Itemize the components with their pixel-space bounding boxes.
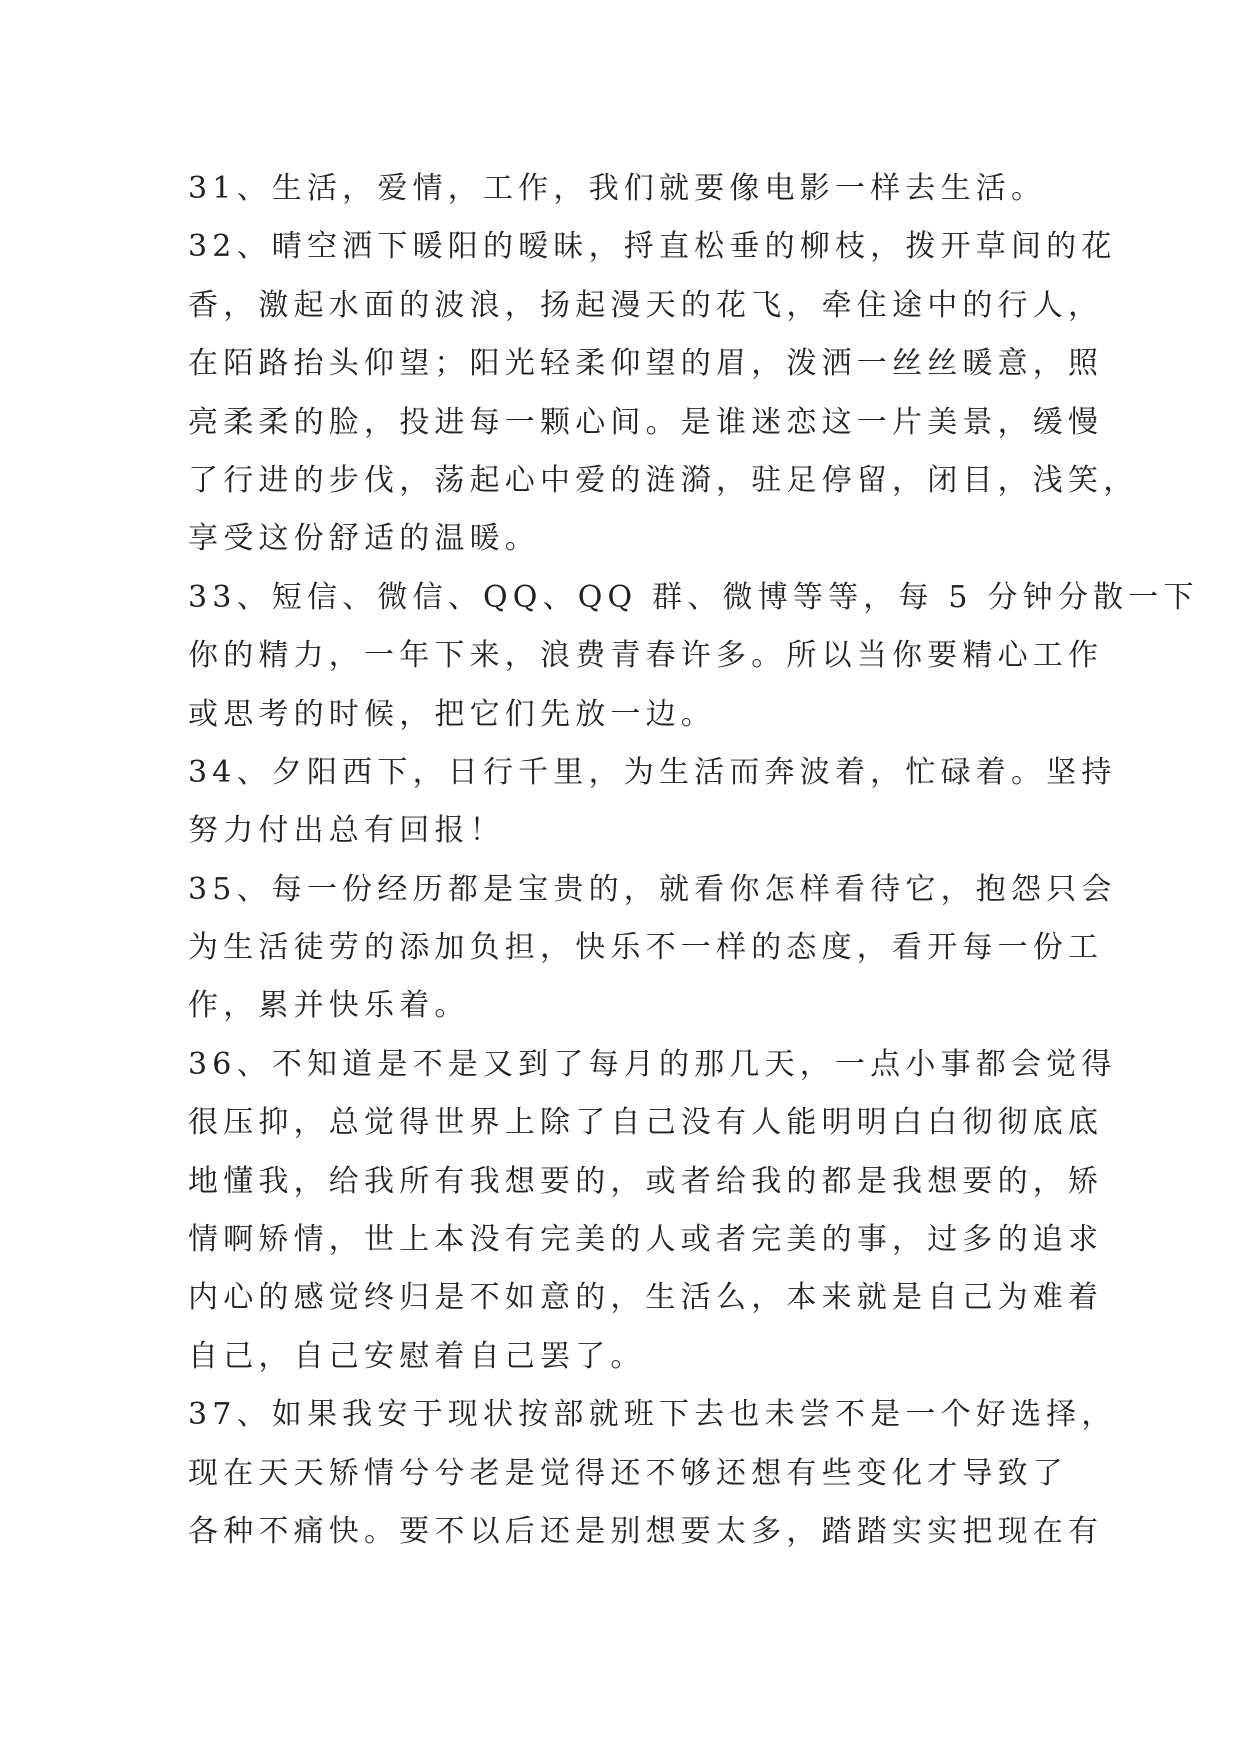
text-line: 你的精力，一年下来，浪费青春许多。所以当你要精心工作 [188, 638, 1104, 674]
text-line: 为生活徒劳的添加负担，快乐不一样的态度，看开每一份工 [188, 930, 1104, 966]
text-line: 地懂我，给我所有我想要的，或者给我的都是我想要的，矫 [188, 1163, 1104, 1199]
text-line: 情啊矫情，世上本没有完美的人或者完美的事，过多的追求 [188, 1222, 1104, 1258]
text-line: 32、晴空洒下暖阳的暧昧，捋直松垂的柳枝，拨开草间的花 [188, 229, 1117, 265]
text-line: 内心的感觉终归是不如意的，生活么，本来就是自己为难着 [188, 1280, 1104, 1316]
text-line: 现在天天矫情兮兮老是觉得还不够还想有些变化才导致了 [188, 1455, 1068, 1491]
text-line: 34、夕阳西下，日行千里，为生活而奔波着，忙碌着。坚持 [188, 754, 1117, 790]
text-line: 自己，自己安慰着自己罢了。 [188, 1338, 646, 1374]
text-line: 37、如果我安于现状按部就班下去也未尝不是一个好选择， [188, 1397, 1117, 1433]
text-line: 各种不痛快。要不以后还是别想要太多，踏踏实实把现在有 [188, 1513, 1104, 1549]
text-line: 33、短信、微信、QQ、QQ 群、微博等等，每 5 分钟分散一下 [188, 579, 1199, 615]
text-line: 作，累并快乐着。 [188, 988, 470, 1024]
text-line: 享受这份舒适的温暖。 [188, 521, 540, 557]
text-line: 35、每一份经历都是宝贵的，就看你怎样看待它，抱怨只会 [188, 871, 1117, 907]
text-line: 了行进的步伐，荡起心中爱的涟漪，驻足停留，闭目，浅笑， [188, 462, 1139, 498]
text-line: 或思考的时候，把它们先放一边。 [188, 696, 716, 732]
text-line: 31、生活，爱情，工作，我们就要像电影一样去生活。 [188, 171, 1047, 206]
text-line: 很压抑，总觉得世界上除了自己没有人能明明白白彻彻底底 [188, 1105, 1104, 1141]
text-line: 努力付出总有回报！ [188, 813, 505, 849]
text-line: 在陌路抬头仰望；阳光轻柔仰望的眉，泼洒一丝丝暖意，照 [188, 346, 1104, 382]
document-body [188, 160, 1199, 1561]
text-line: 香，激起水面的波浪，扬起漫天的花飞，牵住途中的行人， [188, 287, 1104, 323]
text-line: 36、不知道是不是又到了每月的那几天，一点小事都会觉得 [188, 1046, 1117, 1082]
text-line: 亮柔柔的脸，投进每一颗心间。是谁迷恋这一片美景，缓慢 [188, 404, 1104, 440]
